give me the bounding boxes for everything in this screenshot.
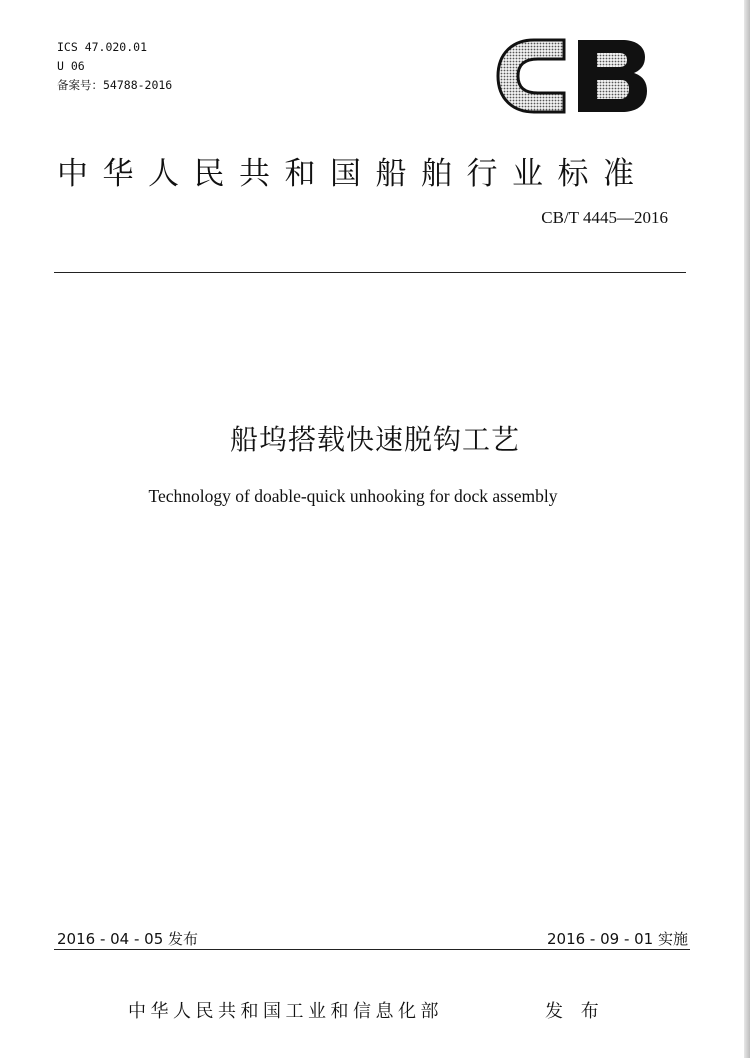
classification-block <box>57 38 172 95</box>
document-title-en: Technology of doable-quick unhooking for dock assembly <box>148 486 558 506</box>
issue-date: 2016 - 04 - 05 发布 <box>57 930 199 948</box>
document-title-cn: 船坞搭载快速脱钩工艺 <box>229 423 520 456</box>
implementation-date: 2016 - 09 - 01 实施 <box>546 930 688 948</box>
standard-number: CB/T 4445—2016 <box>541 208 668 227</box>
header-divider <box>54 272 686 273</box>
record-number: 备案号：54788-2016 <box>57 78 173 92</box>
standard-org-title: 中华人民共和国船舶行业标准 <box>57 156 649 192</box>
issuing-authority: 中华人民共和国工业和信息化部 <box>128 1001 443 1022</box>
scan-edge-shadow <box>744 0 750 1058</box>
issue-label: 发 布 <box>545 1001 605 1022</box>
ics-code: ICS 47.020.01 <box>57 40 148 54</box>
category-code: U 06 <box>57 59 85 73</box>
footer-divider <box>54 949 690 950</box>
cb-standard-logo-icon <box>494 36 650 116</box>
